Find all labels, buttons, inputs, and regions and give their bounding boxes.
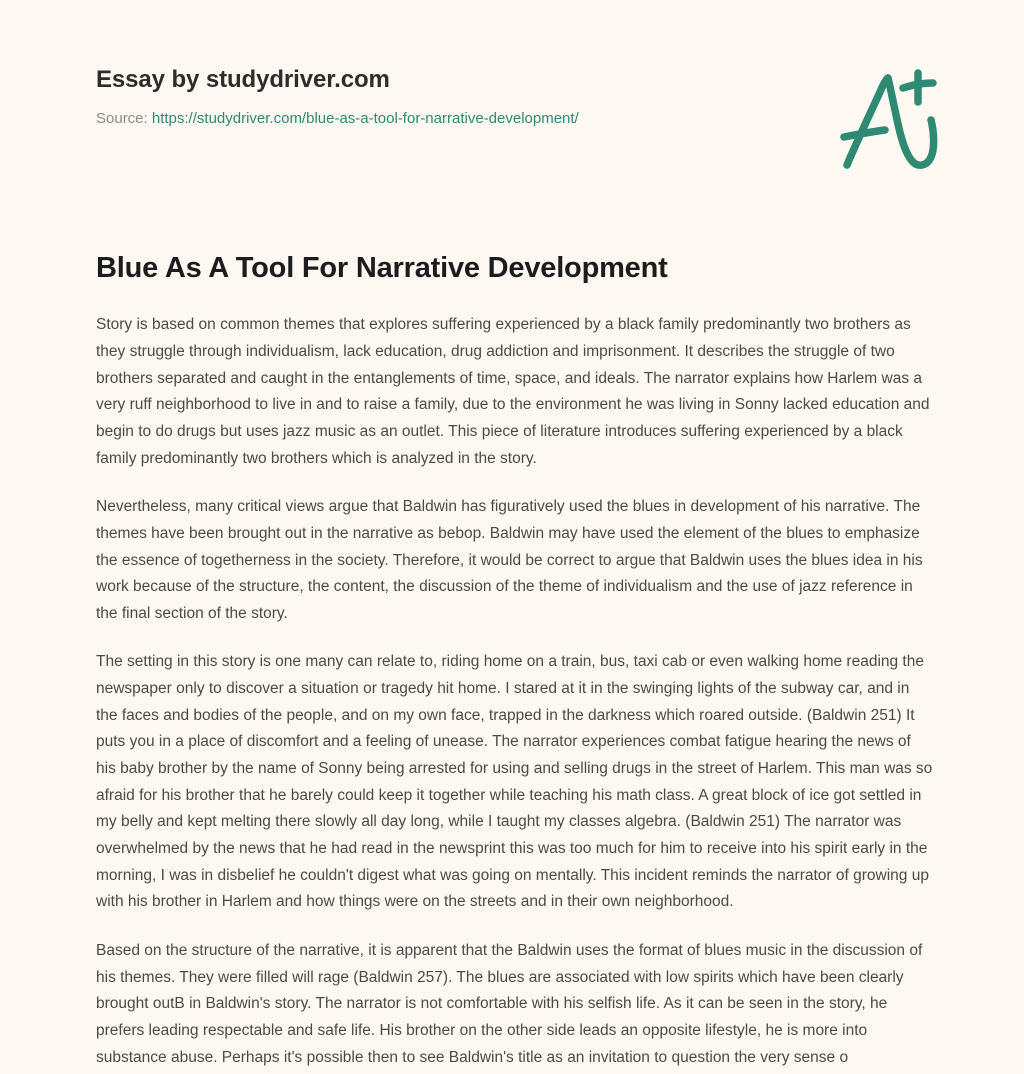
article-paragraph: Based on the structure of the narrative, it is apparent that the Baldwin uses the format of blues music in the discussion of his themes. They were filled will rage (Baldwin 257). The blues are associated with low spirits which have been clearly brought outB in Baldwin's story. The narrator is not comfortable with his selfish life. As it can be seen in the story, he prefers leading respectable and safe life. His brother on the other side leads an opposite lifestyle, he is more into substance abuse. Perhaps it's possible then to see Baldwin's title as an invitation to question the very sense o [96,942,923,1066]
article-paragraph: The setting in this story is one many can relate to, riding home on a train, bus, taxi cab or even walking home reading the newspaper only to discover a situation or tragedy hit home. I stared at it in the swinging lights of the subway car, and in the faces and bodies of the people, and on my own face, trapped in the darkness which roared outside. (Baldwin 251) It puts you in a place of discomfort and a feeling of unease. The narrator experiences combat fatigue hearing the news of his baby brother by the name of Sonny being arrested for using and selling drugs in the street of Harlem. This man was so afraid for his brother that he barely could keep it together while teaching his math class. A great block of ice got settled in my belly and kept melting there slowly all day long, while I taught my classes algebra. (Baldwin 251) The narrator was overwhelmed by the news that he had read in the newsprint this was too much for him to receive into his spirit early in the morning, I was in disbelief he couldn't digest what was going on mentally. This incident reminds the narrator of growing up with his brother in Harlem and how things were on the streets and in their own neighborhood. [96,653,933,911]
article-paragraph: Story is based on common themes that explores suffering experienced by a black family predominantly two brothers as they struggle through individualism, lack education, drug addiction and imprisonment. It describes the struggle of two brothers separated and caught in the entanglements of time, space, and ideals. The narrator explains how Harlem was a very ruff neighborhood to live in and to raise a family, due to the environment he was living in Sonny lacked education and begin to do drugs but uses jazz music as an outlet. This piece of literature introduces suffering experienced by a black family predominantly two brothers which is analyzed in the story. [96,316,930,467]
source-url-link[interactable]: https://studydriver.com/blue-as-a-tool-for-narrative-development/ [151,109,579,127]
article-paragraph: Nevertheless, many critical views argue that Baldwin has figuratively used the blues in development of his narrative. The themes have been brought out in the narrative as bebop. Baldwin may have used the element of the blues to emphasize the essence of togetherness in the society. Therefore, it would be correct to argue that Baldwin uses the blues idea in his work because of the structure, the content, the discussion of the theme of individualism and the use of jazz reference in the final section of the story. [96,498,923,622]
source-line [96,109,796,129]
page-title: Blue As A Tool For Narrative Development [96,252,668,284]
page-header [0,0,1024,200]
brand-title: Essay by studydriver.com [96,66,390,93]
a-plus-icon [830,62,950,182]
article [96,250,934,1071]
article-body [96,312,934,1071]
brand-block [96,66,796,128]
studydriver-a-plus-logo[interactable] [830,62,950,182]
source-label: Source: [96,109,148,127]
